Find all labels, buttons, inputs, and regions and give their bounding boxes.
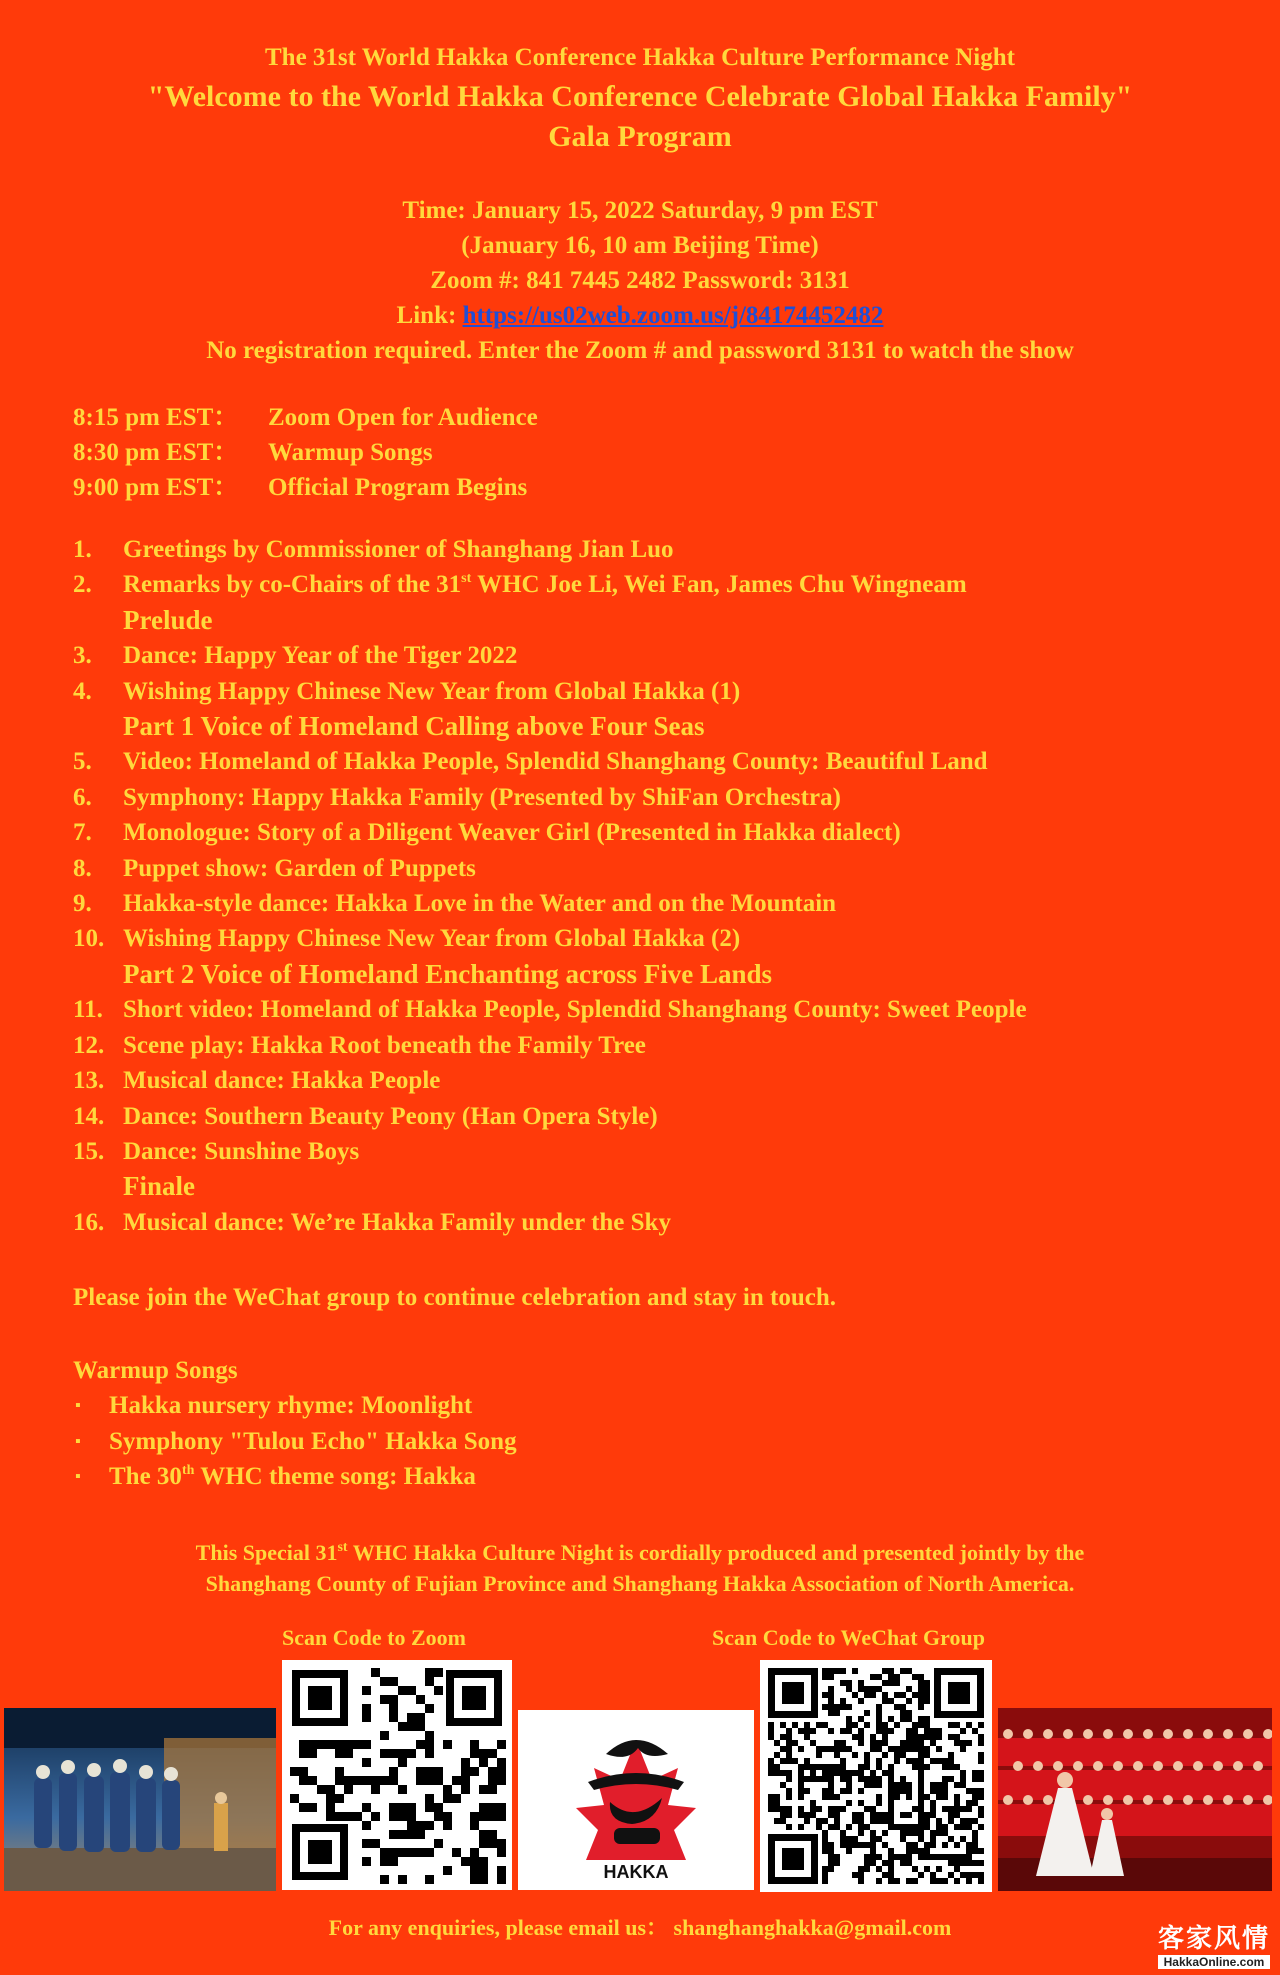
warmup-item	[73, 1388, 517, 1423]
warmup-text: Hakka nursery rhyme: Moonlight	[109, 1392, 473, 1420]
item-text: Greetings by Commissioner of Shanghang Jian Luo	[123, 536, 674, 563]
zoom-link-line	[0, 298, 1280, 333]
item-text: Monologue: Story of a Diligent Weaver Girl (Presented in Hakka dialect)	[123, 819, 901, 847]
item-number: 6.	[73, 783, 92, 811]
program-item	[73, 992, 1027, 1027]
contact-footer: For any enquiries, please email us： shanghanghakka@gmail.com	[328, 1915, 952, 1940]
stage-performance-photo	[4, 1708, 276, 1891]
item-text: Hakka-style dance: Hakka Love in the Water and on the Mountain	[123, 890, 837, 918]
item-number: 9.	[73, 890, 92, 918]
section-heading-part1: Part 1 Voice of Homeland Calling above Four Seas	[123, 711, 705, 742]
item-text: Dance: Southern Beauty Peony (Han Opera Style)	[123, 1102, 658, 1130]
program-item	[73, 1099, 1027, 1134]
program-item	[73, 1205, 1027, 1240]
program-item	[73, 780, 1027, 815]
logo-text: HAKKA	[603, 1862, 669, 1882]
program-item	[73, 921, 1027, 956]
item-text: Dance: Happy Year of the Tiger 2022	[123, 642, 518, 670]
item-number: 5.	[73, 748, 92, 776]
item-number: 2.	[73, 571, 92, 599]
event-time: Time: January 15, 2022 Saturday, 9 pm EST	[402, 197, 878, 224]
item-text-part: Remarks by co-Chairs of the 31	[123, 571, 462, 599]
credit-block	[0, 1537, 1280, 1599]
schedule-time: 8:15 pm EST：	[73, 404, 239, 431]
item-number: 16.	[73, 1208, 105, 1236]
event-info	[0, 193, 1280, 368]
wechat-qr-graphic	[760, 1660, 992, 1892]
program-item	[73, 674, 1027, 709]
item-text: Scene play: Hakka Root beneath the Family Tree	[123, 1031, 646, 1059]
program-item	[73, 1134, 1027, 1169]
warmup-text-part: The 30	[109, 1463, 182, 1491]
item-text: Wishing Happy Chinese New Year from Global Hakka (2)	[123, 925, 741, 953]
hakka-logo	[518, 1710, 754, 1890]
zoom-details: Zoom #: 841 7445 2482 Password: 3131	[430, 267, 850, 294]
program-item	[73, 1028, 1027, 1063]
schedule-event: Warmup Songs	[268, 439, 433, 466]
scan-zoom-label: Scan Code to Zoom	[282, 1625, 466, 1650]
section-heading-prelude: Prelude	[123, 604, 213, 635]
bullet-icon: ▪	[75, 1397, 81, 1415]
schedule-event: Zoom Open for Audience	[268, 404, 538, 431]
bullet-icon: ▪	[75, 1468, 81, 1486]
item-text	[123, 567, 967, 602]
warmup-item	[73, 1424, 517, 1459]
item-text: Dance: Sunshine Boys	[123, 1137, 360, 1165]
ordinal-suffix: th	[181, 1462, 195, 1478]
program-item	[73, 851, 1027, 886]
item-text: Wishing Happy Chinese New Year from Global Hakka (1)	[123, 677, 741, 705]
hakkaonline-watermark	[1158, 1918, 1270, 1969]
beijing-time: (January 16, 10 am Beijing Time)	[461, 232, 819, 259]
item-text: Short video: Homeland of Hakka People, Splendid Shanghang County: Sweet People	[123, 996, 1027, 1024]
section-heading-part2: Part 2 Voice of Homeland Enchanting across Five Lands	[123, 958, 773, 989]
schedule-event: Official Program Begins	[268, 474, 528, 501]
registration-note: No registration required. Enter the Zoom # and password 3131 to watch the show	[206, 337, 1074, 364]
schedule-row	[73, 435, 538, 470]
program-item	[73, 532, 1027, 567]
program-item	[73, 1063, 1027, 1098]
program-item	[73, 638, 1027, 673]
choir-performance-photo	[998, 1708, 1272, 1891]
credit-text: WHC Hakka Culture Night is cordially produced and presented jointly by the	[347, 1540, 1085, 1565]
item-number: 8.	[73, 854, 92, 882]
item-number: 3.	[73, 642, 92, 670]
schedule-time: 9:00 pm EST：	[73, 474, 239, 501]
wechat-qr-code[interactable]	[760, 1660, 992, 1892]
item-number: 12.	[73, 1031, 105, 1059]
program-item	[73, 567, 1027, 602]
warmup-songs	[73, 1353, 517, 1495]
item-text: Video: Homeland of Hakka People, Splendid Shanghang County: Beautiful Land	[123, 748, 988, 776]
warmup-title: Warmup Songs	[73, 1357, 238, 1384]
event-title: "Welcome to the World Hakka Conference Celebrate Global Hakka Family"	[147, 80, 1133, 113]
item-number: 10.	[73, 925, 105, 953]
program-item	[73, 815, 1027, 850]
item-number: 14.	[73, 1102, 105, 1130]
bullet-icon: ▪	[75, 1432, 81, 1450]
schedule-time: 8:30 pm EST：	[73, 439, 239, 466]
schedule-row	[73, 400, 538, 435]
section-heading-finale: Finale	[123, 1171, 195, 1202]
item-text: Puppet show: Garden of Puppets	[123, 854, 476, 882]
schedule	[73, 400, 538, 505]
warmup-text-part: WHC theme song: Hakka	[194, 1463, 476, 1491]
ordinal-suffix: st	[461, 571, 472, 587]
program-item	[73, 886, 1027, 921]
warmup-text: Symphony "Tulou Echo" Hakka Song	[109, 1427, 517, 1455]
item-number: 1.	[73, 536, 92, 563]
watermark-chinese: 客家风情	[1157, 1924, 1270, 1954]
warmup-item	[73, 1459, 517, 1494]
item-number: 11.	[73, 996, 103, 1024]
link-label: Link:	[396, 302, 463, 329]
credit-line-1	[0, 1537, 1280, 1568]
warmup-text	[109, 1459, 476, 1494]
program-title: Gala Program	[548, 120, 732, 153]
item-number: 7.	[73, 819, 92, 847]
ordinal-suffix: st	[337, 1539, 348, 1555]
item-text: Musical dance: Hakka People	[123, 1067, 441, 1095]
item-text: Musical dance: We’re Hakka Family under the Sky	[123, 1208, 671, 1236]
wechat-note: Please join the WeChat group to continue celebration and stay in touch.	[73, 1284, 836, 1311]
scan-wechat-label: Scan Code to WeChat Group	[712, 1625, 986, 1650]
credit-text: This Special 31	[195, 1540, 338, 1565]
event-subtitle: The 31st World Hakka Conference Hakka Culture Performance Night	[265, 44, 1015, 71]
zoom-qr-code[interactable]	[282, 1660, 512, 1890]
zoom-link[interactable]: https://us02web.zoom.us/j/84174452482	[462, 302, 884, 329]
item-text-part: WHC Joe Li, Wei Fan, James Chu Wingneam	[471, 571, 967, 599]
credit-line-2: Shanghang County of Fujian Province and Shanghang Hakka Association of North America.	[205, 1571, 1075, 1596]
program-list	[73, 532, 1027, 1240]
watermark-url: HakkaOnline.com	[1158, 1955, 1270, 1969]
item-text: Symphony: Happy Hakka Family (Presented by ShiFan Orchestra)	[123, 783, 841, 811]
program-item	[73, 744, 1027, 779]
zoom-qr-graphic	[282, 1660, 512, 1890]
item-number: 15.	[73, 1137, 105, 1165]
item-number: 13.	[73, 1067, 105, 1095]
schedule-row	[73, 470, 538, 505]
item-number: 4.	[73, 677, 92, 705]
